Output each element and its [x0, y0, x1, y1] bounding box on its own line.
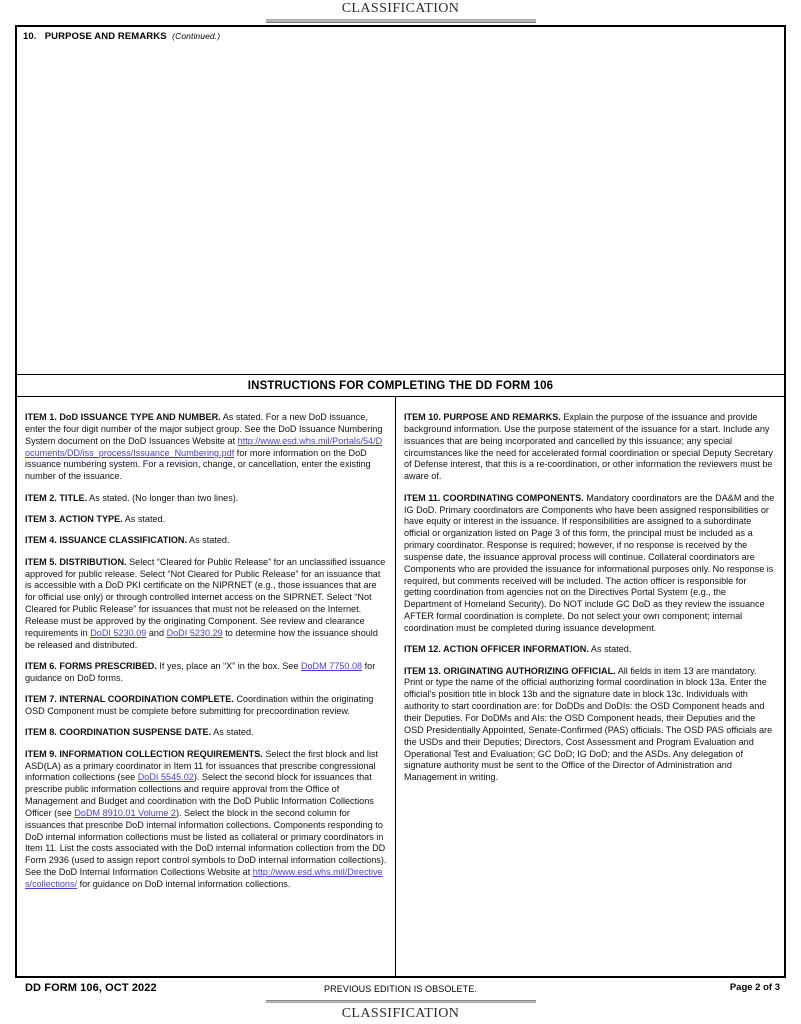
instruction-item-5 [25, 557, 387, 652]
dodm-8910-01-volume-2-link[interactable]: DoDM 8910.01 Volume 2 [74, 807, 176, 818]
classification-rule-top [266, 19, 536, 23]
instruction-item-1 [25, 412, 387, 483]
instruction-item-4-body: As stated. [187, 535, 230, 546]
instruction-item-13-heading: ITEM 13. ORIGINATING AUTHORIZING OFFICIAL. [404, 665, 616, 676]
instruction-item-7-body: Coordination within the originating OSD Component must be complete before submitting for precoordination review. [25, 694, 374, 716]
classification-banner-bottom [0, 1000, 801, 1023]
instructions-left-column [17, 397, 396, 976]
purpose-section-label [17, 27, 784, 42]
classification-label-bottom: CLASSIFICATION [341, 1006, 460, 1021]
instruction-item-7-heading: ITEM 7. INTERNAL COORDINATION COMPLETE. [25, 694, 234, 705]
instruction-item-13-body: All fields in item 13 are mandatory. Print or type the name of the official authorizing formal coordination in block 13a. Enter the official's position title in block 13b and the signature date in block 13c. Individuals with authority to start coordination are: for DoDDs and DoDIs: the OSD Component heads and their Deputies. For DoDMs and AIs: the OSD Component heads, their Deputies and the OSD Presidentially Appointed, Senate-Confirmed (PAS) officials. The OSD PAS officials are the USDs and their Deputies; Directors, Cost Assessment and Program Evaluation and Operational Test and Evaluation; GC DoD; IG DoD; and the ASDs. Any delegation of signature authority must be sent to the Office of the Director of Administration and Management in writing. [404, 665, 773, 783]
instruction-item-5-body-b: and [146, 627, 167, 638]
purpose-title: PURPOSE AND REMARKS [44, 31, 167, 42]
instruction-item-6-heading: ITEM 6. FORMS PRESCRIBED. [25, 660, 157, 671]
instruction-item-8-heading: ITEM 8. COORDINATION SUSPENSE DATE. [25, 727, 212, 738]
instruction-item-10-heading: ITEM 10. PURPOSE AND REMARKS. [404, 412, 561, 423]
instruction-item-2-heading: ITEM 2. TITLE. [25, 492, 88, 503]
page-number: Page 2 of 3 [729, 982, 780, 993]
form-identifier: DD FORM 106, OCT 2022 [25, 982, 157, 994]
instruction-item-7 [25, 694, 387, 718]
instruction-item-4 [25, 535, 387, 547]
previous-edition-note: PREVIOUS EDITION IS OBSOLETE. [324, 984, 477, 994]
instruction-item-1-body-b: for more information on the DoD issuance numbering system. For a revision, change, or cancellation, enter the existing number of the issuance. [25, 447, 371, 482]
iss-numbering-pdf-link[interactable]: http://www.esd.whs.mil/Portals/54/Documents/DD/iss_process/Issuance_Numbering.pdf [25, 435, 383, 458]
instruction-item-9-body-a: Select the first block and list ASD(LA) as a primary coordinator in Item 11 for issuances that prescribe congressional information collections (see [25, 748, 379, 783]
classification-banner-top [0, 0, 801, 23]
instruction-item-8-body: As stated. [211, 727, 254, 738]
instruction-item-12-body: As stated. [588, 644, 632, 655]
instruction-item-1-heading: ITEM 1. DoD ISSUANCE TYPE AND NUMBER. [25, 412, 221, 423]
instructions-header [17, 375, 784, 397]
instruction-item-3-heading: ITEM 3. ACTION TYPE. [25, 514, 123, 524]
instruction-item-9-body-c: ). Select the block in the second column for issuances that prescribe DoD internal information collections. Components responding to DoD internal information collections must be listed as collateral or primary coordinators in Item 11. List the costs associated with the DoD internal information collection from the DD Form 2936 (used to assign report control symbols to DoD internal information collections). See the DoD Internal Information Collections Website at [25, 807, 387, 878]
classification-label-top: CLASSIFICATION [341, 1, 460, 16]
instruction-item-11-heading: ITEM 11. COORDINATING COMPONENTS. [404, 492, 584, 503]
instruction-item-12-heading: ITEM 12. ACTION OFFICER INFORMATION. [404, 644, 589, 655]
instruction-item-11 [404, 493, 776, 635]
instruction-item-1-body-a: As stated. For a new DoD issuance, enter the four digit number of the major subject group. See the DoD Issuance Numbering System document on the DoD Issuances Website at [25, 412, 383, 446]
instruction-item-9 [25, 749, 387, 891]
instruction-item-4-heading: ITEM 4. ISSUANCE CLASSIFICATION. [25, 535, 188, 546]
instruction-item-13 [404, 666, 776, 784]
instruction-item-6 [25, 661, 387, 685]
instructions-header-title: INSTRUCTIONS FOR COMPLETING THE DD FORM 106 [247, 379, 554, 392]
instruction-item-8 [25, 727, 387, 739]
instruction-item-3 [25, 514, 387, 526]
purpose-number: 10. [23, 31, 37, 42]
dodm-7750-08-link[interactable]: DoDM 7750.08 [300, 660, 363, 671]
page-footer [15, 982, 786, 1000]
purpose-remarks-textarea[interactable] [17, 45, 784, 374]
instruction-item-6-body-a: If yes, place an “X” in the box. See [156, 660, 301, 671]
instruction-item-12 [404, 644, 776, 656]
instructions-body [17, 397, 784, 976]
directives-collections-link[interactable]: http://www.esd.whs.mil/Directives/collections/ [25, 867, 383, 889]
instruction-item-5-body-c: to determine how the issuance should be released and distributed. [25, 627, 378, 650]
instruction-item-9-body-d: for guidance on DoD internal information collections. [77, 878, 291, 889]
instruction-item-9-body-b: ). Select the second block for issuances that prescribe public information collections and require approval from the Office of Management and Budget and coordination with the DoD Public Information Collections Officer (see [25, 772, 374, 818]
instruction-item-5-body-a: Select “Cleared for Public Release” for an unclassified issuance approved for public release. Select “Not Cleared for Public Release” for an issuance that is accessible with a DoD PKI certificate on the NIPRNET (e.g., those issuances that are for official use only) or through controlled internet access on the SIPRNET. Select “Not Cleared for Public Release” for issuances that must not be released on the Internet. Release must be approved by the originating Component. See review and clearance requirements in [25, 556, 386, 638]
instruction-item-9-heading: ITEM 9. INFORMATION COLLECTION REQUIREMENTS. [25, 748, 263, 759]
instruction-item-11-body: Mandatory coordinators are the DA&M and the IG DoD. Primary coordinators are Components who have been assigned responsibilities or have equity or interest in the issuance. If responsibilities are assigned to a subordinate official or organization listed on Page 3 of this form, the principal must be included as a primary coordinator. Response is required; however, if no response is received by the suspense date, the issuance approval process will continue. Collateral coordinators are Components who are provided the issuance for informational purposes only. No response is required, but comments received will be included. The action officer is responsible for getting coordination from agencies not on the Directives Portal System (e.g., the Department of Homeland Security). Do NOT include GC DoD as they review the issuance AFTER formal coordination is complete. Do not select your own component; internal coordination must be completed during issuance development. [404, 492, 775, 633]
instruction-item-6-body-b: for guidance on DoD forms. [25, 660, 376, 683]
dodi-5230-29-link[interactable]: DoDI 5230.29 [166, 627, 223, 638]
dodi-5545-02-link[interactable]: DoDI 5545.02 [137, 772, 194, 783]
instruction-item-5-heading: ITEM 5. DISTRIBUTION. [25, 556, 127, 567]
dodi-5230-09-link[interactable]: DoDI 5230.09 [90, 627, 147, 638]
classification-rule-bottom [266, 1000, 536, 1003]
instruction-item-2-body: As stated. (No longer than two lines). [87, 492, 239, 503]
instruction-item-2 [25, 493, 387, 505]
instructions-right-column [396, 397, 784, 976]
instruction-item-3-body: As stated. [122, 514, 166, 524]
instruction-item-10 [404, 412, 776, 483]
instruction-item-10-body: Explain the purpose of the issuance and provide background information. Use the purpose statement of the issuance for a start. Include any issuances that are being incorporated and cancelled by this issuance; any special circumstances like the need for accelerated formal coordination or special Deputy Secretary of Defense interest, that this is a re-coordination, or other information the reviewers must be aware of. [404, 412, 773, 482]
section-purpose-and-remarks [17, 27, 784, 375]
purpose-continued-note: (Continued.) [172, 31, 221, 41]
form-box [15, 25, 786, 978]
